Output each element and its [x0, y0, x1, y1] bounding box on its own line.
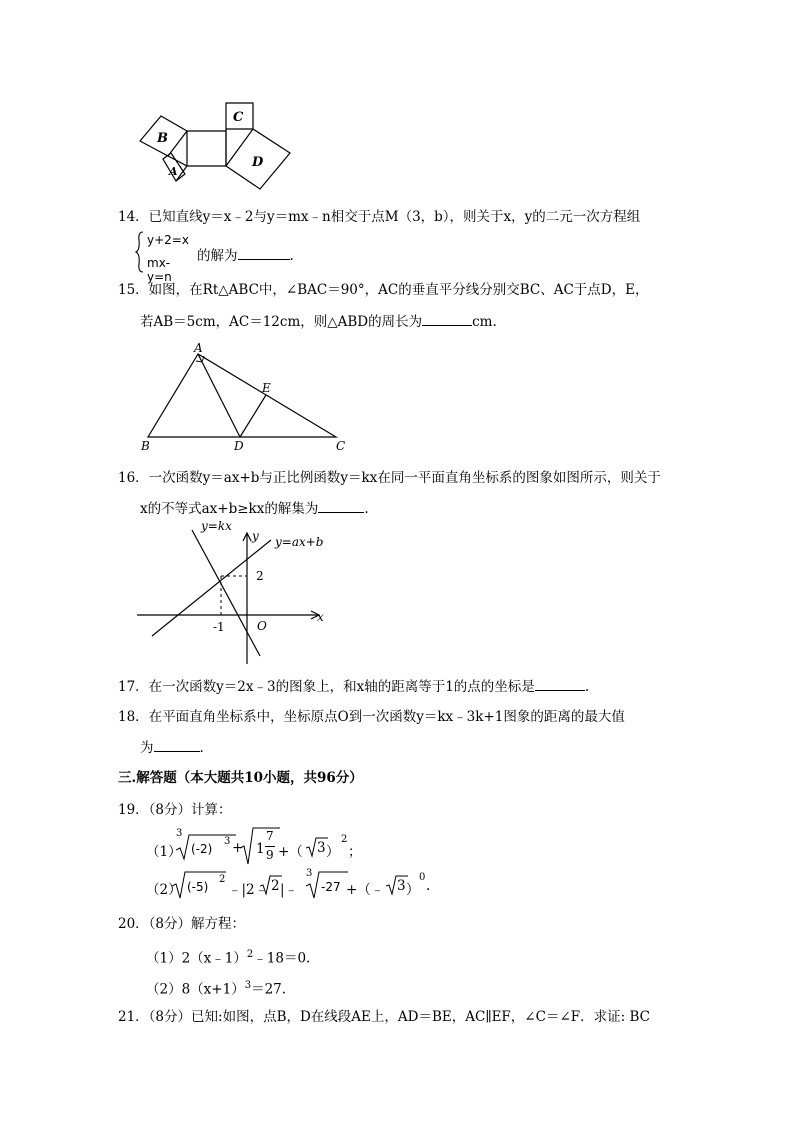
q20-p2a: （2）8（x+1）: [146, 981, 245, 998]
q15-text2: 若AB＝5cm，AC＝12cm，则△ABD的周长为: [140, 314, 423, 330]
q19-p2-label: （2）: [146, 882, 182, 898]
q19-p2-exponent0: 0: [419, 872, 426, 883]
q19-p1-label: （1）: [146, 844, 182, 860]
fig13-label-c: C: [233, 110, 244, 125]
fig15-label-c: C: [336, 439, 346, 453]
q20-p2b: ＝27.: [251, 981, 287, 998]
q17-answer-blank[interactable]: [535, 677, 585, 691]
q18-line2: [140, 738, 204, 757]
q19-p2-exponent: 2: [219, 874, 226, 885]
q19-p1-sqrt3: 3: [317, 840, 326, 856]
q16-answer-blank[interactable]: [318, 499, 364, 513]
q19-part1: [146, 828, 446, 866]
q19-p1-end: ；: [348, 844, 362, 860]
q20-p1b: ﹣18＝0.: [253, 950, 311, 967]
q15-line2: [140, 312, 497, 331]
section-3-heading: [118, 769, 363, 787]
figure-triangle: [138, 340, 358, 455]
q19-p2-radicand: (-5): [187, 880, 209, 894]
fig15-label-e: E: [262, 381, 271, 395]
brace-icon: [135, 230, 145, 274]
q17-line: [118, 677, 589, 696]
q16-line2: [140, 499, 369, 518]
q19-p1-exponent2: 2: [341, 834, 348, 845]
fig16-label-kx: y=kx: [201, 519, 232, 533]
q20-head: [118, 915, 245, 933]
q18-text1: 18．在平面直角坐标系中，坐标原点O到一次函数y＝kx﹣3k+1图象的距离的最大值: [118, 709, 625, 725]
q16-text1: 16．一次函数y＝ax+b与正比例函数y＝kx在同一平面直角坐标系的图象如图所示，则关于: [118, 470, 661, 486]
q16-end: .: [364, 501, 369, 517]
q20-part1: [146, 946, 310, 968]
q18-end: .: [199, 740, 204, 756]
fig16-label-y: y: [252, 529, 259, 543]
q14-end: .: [289, 248, 294, 264]
q21-text: 21．（8分）已知:如图，点B，D在线段AE上，AD＝BE，AC∥EF，∠C＝∠F．求证: BC: [118, 1009, 650, 1025]
fig13-label-a: A: [169, 165, 178, 178]
q19-p1-radicand: (-2): [191, 842, 213, 856]
figure-graph: [135, 518, 335, 668]
q17-end: .: [584, 679, 590, 695]
q19-p2-end: .: [426, 878, 431, 894]
q19-p1-whole: 1: [256, 841, 265, 857]
q19-p2-root-index: 3: [306, 868, 313, 879]
q14-text: 14．已知直线y＝x﹣2与y＝mx﹣n相交于点M（3，b），则关于x，y的二元一次方程组: [118, 209, 641, 225]
q14-line1: [118, 208, 640, 226]
fig16-label-neg1: -1: [213, 620, 225, 634]
q18-answer-blank[interactable]: [154, 738, 200, 752]
q19-p1-root-index: 3: [176, 828, 183, 839]
fig15-label-a: A: [194, 341, 203, 355]
q14-answer-blank[interactable]: [238, 246, 290, 260]
fig15-label-d: D: [234, 439, 244, 453]
q19-p2-mid2: |﹣: [280, 882, 299, 898]
q19-p2-tail2: ）: [406, 882, 420, 898]
q20-p1a: （1）2（x﹣1）: [146, 950, 247, 967]
q19-p1-exponent: 3: [224, 836, 231, 847]
q19-p1-plus: +: [232, 840, 244, 856]
fig16-label-o: O: [257, 619, 267, 633]
q19-p2-sqrt2: 2: [271, 878, 280, 894]
q18-line1: [118, 708, 625, 726]
q19-p1-numerator: 7: [266, 829, 274, 843]
q20-p1-exponent: 2: [246, 949, 254, 960]
q19-p2-sqrt3: 3: [397, 878, 406, 894]
fig13-label-d: D: [252, 155, 264, 170]
fig16-label-x: x: [317, 610, 324, 624]
q15-text1: 15．如图，在Rt△ABC中，∠BAC＝90°，AC的垂直平分线分别交BC、AC于点D，E，: [118, 282, 649, 298]
q18-text2: 为: [140, 740, 154, 756]
q19-p2-radicand2: -27: [321, 880, 341, 894]
q19-head-text: 19．（8分）计算：: [118, 802, 232, 818]
q15-line1: [118, 281, 648, 299]
q20-head-text: 20．（8分）解方程：: [118, 916, 246, 932]
q14-eq2: mx-y=n: [147, 256, 172, 284]
fig15-label-b: B: [141, 439, 150, 453]
q19-p1-tail-a: +（: [278, 844, 303, 860]
q14-tail: 的解为: [197, 248, 238, 264]
q19-p1-tail-b: ）: [326, 844, 340, 860]
q15-answer-blank[interactable]: [422, 312, 472, 326]
q19-p2-mid: ﹣|2﹣: [228, 882, 269, 898]
q21-line1: [118, 1008, 650, 1026]
q15-unit: cm.: [472, 314, 497, 330]
q14-eq1: y+2=x: [147, 233, 189, 247]
fig13-label-b: B: [157, 131, 168, 146]
q16-text2: x的不等式ax+b≥kx的解集为: [140, 501, 319, 517]
q16-line1: [118, 469, 661, 487]
fig16-label-axb: y=ax+b: [275, 535, 324, 549]
section-3-text: 三.解答题（本大题共10小题，共96分）: [118, 770, 363, 786]
q17-text: 17．在一次函数y＝2x﹣3的图象上，和x轴的距离等于1的点的坐标是: [118, 679, 535, 695]
q19-head: [118, 801, 232, 819]
q19-part2: [146, 868, 476, 902]
q19-p2-tail: +（﹣: [346, 882, 385, 898]
q20-part2: [146, 977, 286, 999]
figure-squares: [130, 95, 310, 195]
fig16-label-2: 2: [256, 569, 264, 583]
q14-tail-wrap: [197, 244, 294, 264]
q20-p2-exponent: 3: [244, 980, 252, 991]
q19-p1-denominator: 9: [266, 848, 274, 862]
fraction-bar: [265, 846, 275, 847]
